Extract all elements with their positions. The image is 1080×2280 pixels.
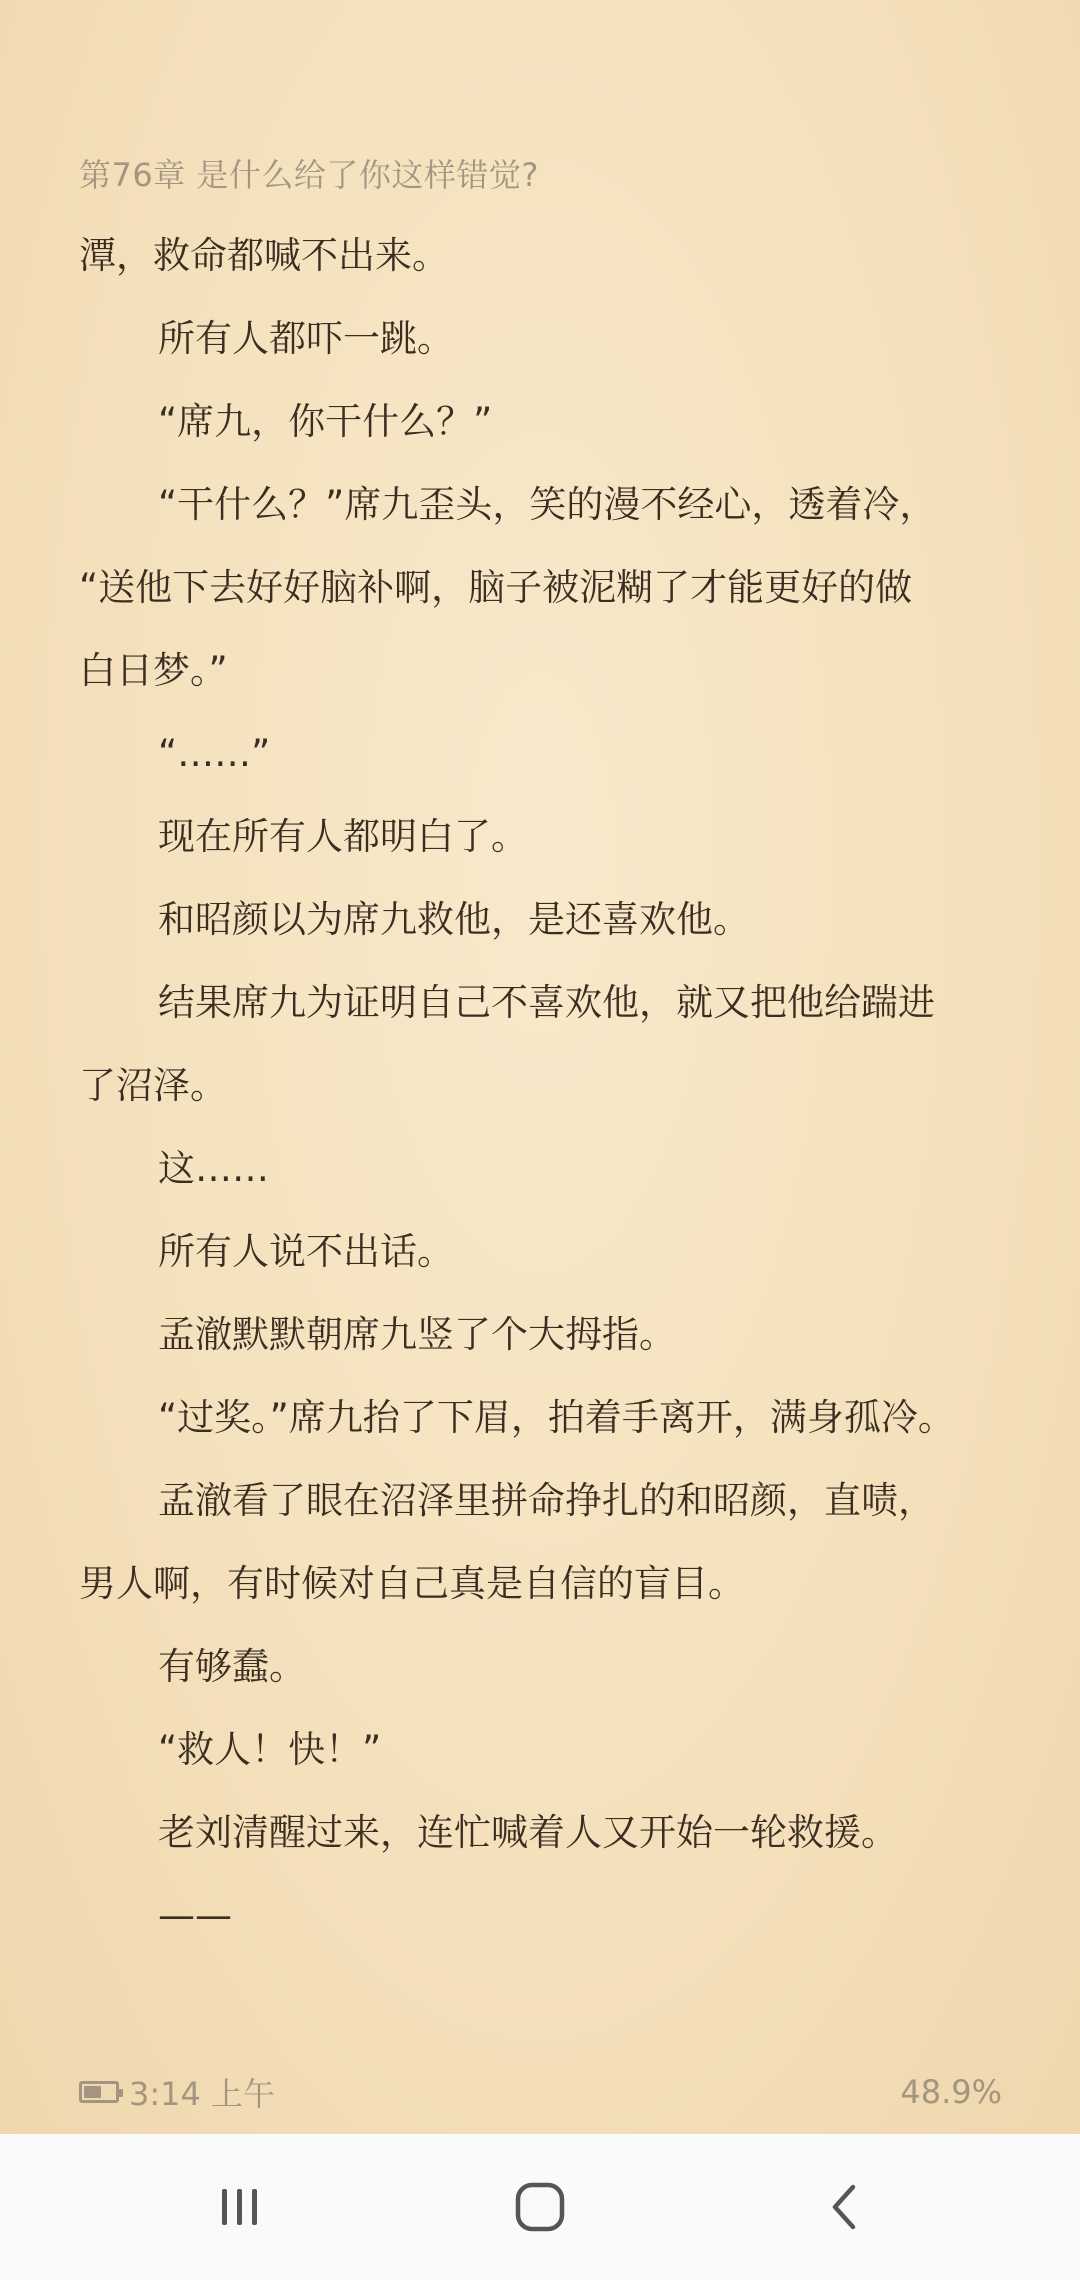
paragraph: “席九，你干什么？” [158,400,493,443]
back-button[interactable] [765,2134,925,2280]
chapter-title: 第76章 是什么给了你这样错觉? [79,156,539,194]
paragraph: 男人啊，有时候对自己真是自信的盲目。 [79,1562,745,1605]
reading-progress: 48.9% [900,2073,1002,2111]
paragraph: “过奖。”席九抬了下眉，拍着手离开，满身孤冷。 [158,1396,955,1439]
paragraph: 结果席九为证明自己不喜欢他，就又把他给踹进 [158,981,935,1024]
paragraph: 白日梦。” [79,649,228,692]
battery-level [84,2086,101,2098]
paragraph: “……” [158,732,271,775]
paragraph: 了沼泽。 [79,1064,227,1107]
paragraph: 所有人都吓一跳。 [158,317,454,360]
clock-time: 3:14 上午 [129,2075,276,2113]
recent-apps-icon [216,2183,264,2231]
chapter-content [79,214,1009,1957]
paragraph: 老刘清醒过来，连忙喊着人又开始一轮救援。 [158,1811,898,1854]
paragraph: 潭，救命都喊不出来。 [79,234,449,277]
paragraph: “干什么？”席九歪头，笑的漫不经心，透着冷， [158,483,937,526]
status-left [79,2069,275,2115]
paragraph: 有够蠢。 [158,1645,306,1688]
home-button[interactable] [460,2134,620,2280]
paragraph: “送他下去好好脑补啊，脑子被泥糊了才能更好的做 [79,566,913,609]
reader-status-bar [79,2070,1002,2114]
system-navigation-bar [0,2134,1080,2280]
paragraph: 孟澈看了眼在沼泽里拼命挣扎的和昭颜，直啧， [158,1479,935,1522]
paragraph: 和昭颜以为席九救他，是还喜欢他。 [158,898,750,941]
paragraph: —— [158,1894,232,1937]
recent-apps-button[interactable] [160,2134,320,2280]
paragraph: 这…… [158,1147,269,1190]
home-icon [514,2181,566,2233]
paragraph: “救人！快！” [158,1728,382,1771]
paragraph: 现在所有人都明白了。 [158,815,528,858]
paragraph: 所有人说不出话。 [158,1230,454,1273]
paragraph: 孟澈默默朝席九竖了个大拇指。 [158,1313,676,1356]
battery-icon [79,2081,119,2103]
back-icon [821,2183,869,2231]
